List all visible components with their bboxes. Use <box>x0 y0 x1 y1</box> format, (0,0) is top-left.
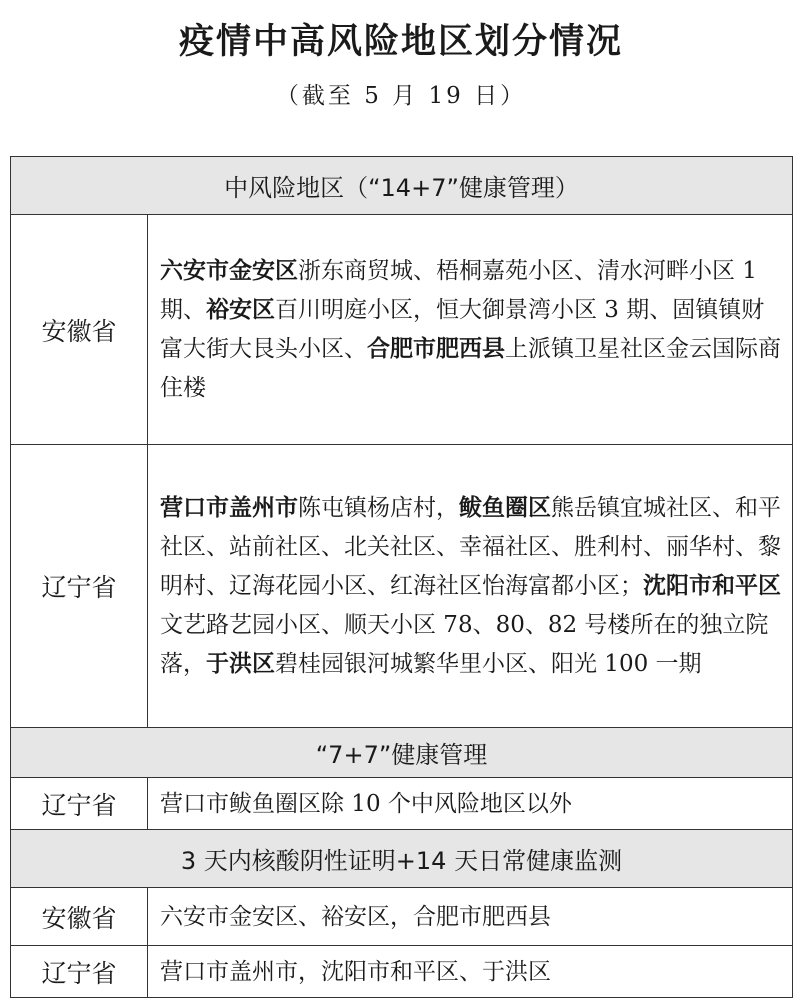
area-list-cell: 营口市鲅鱼圈区除 10 个中风险地区以外 <box>148 778 793 830</box>
area-list-cell: 六安市金安区、裕安区，合肥市肥西县 <box>148 888 793 946</box>
area-text: 陈屯镇杨店村， <box>298 494 459 521</box>
table-row <box>11 888 793 946</box>
risk-area-table <box>10 156 793 998</box>
district-label: 沈阳市和平区 <box>643 572 781 599</box>
province-cell: 辽宁省 <box>11 946 148 998</box>
area-text: 熊岳镇宜城社区、和平社区、站前社区、北关社区、幸福社区、胜利村、丽华村、黎明村、辽海花园小区、红海社区怡海富都小区； <box>160 494 781 599</box>
area-text: 百川明庭小区，恒大御景湾小区 3 期、固镇镇财富大街大艮头小区、 <box>160 296 765 362</box>
district-label: 于洪区 <box>206 650 275 677</box>
area-text: 碧桂园银河城繁华里小区、阳光 100 一期 <box>275 650 702 677</box>
table-row <box>11 778 793 830</box>
page-subtitle: （截至 5 月 19 日） <box>275 83 527 109</box>
section-header-7plus7 <box>11 728 793 778</box>
province-cell: 辽宁省 <box>11 778 148 830</box>
province-cell: 安徽省 <box>11 888 148 946</box>
section-header-label: “7+7”健康管理 <box>11 728 793 778</box>
table-row <box>11 215 793 445</box>
section-header-mid-risk <box>11 157 793 215</box>
area-list-cell <box>148 445 793 728</box>
area-text: 浙东商贸城、梧桐嘉苑小区、清水河畔小区 1 期、 <box>160 257 757 323</box>
district-label: 六安市金安区 <box>160 257 298 284</box>
district-label: 裕安区 <box>206 296 275 323</box>
table-row <box>11 445 793 728</box>
province-cell: 安徽省 <box>11 215 148 445</box>
table-row <box>11 946 793 998</box>
section-header-label: 3 天内核酸阴性证明+14 天日常健康监测 <box>11 830 793 888</box>
section-header-label: 中风险地区（“14+7”健康管理） <box>11 157 793 215</box>
page-title: 疫情中高风险地区划分情况 <box>178 22 623 62</box>
province-cell: 辽宁省 <box>11 445 148 728</box>
district-label: 合肥市肥西县 <box>367 335 505 362</box>
section-header-3day-test <box>11 830 793 888</box>
area-text: 文艺路艺园小区、顺天小区 78、80、82 号楼所在的独立院落， <box>160 611 769 677</box>
district-label: 营口市盖州市 <box>160 494 298 521</box>
district-label: 鲅鱼圈区 <box>459 494 551 521</box>
area-text: 上派镇卫星社区金云国际商住楼 <box>160 335 781 401</box>
area-list-cell <box>148 215 793 445</box>
area-list-cell: 营口市盖州市，沈阳市和平区、于洪区 <box>148 946 793 998</box>
